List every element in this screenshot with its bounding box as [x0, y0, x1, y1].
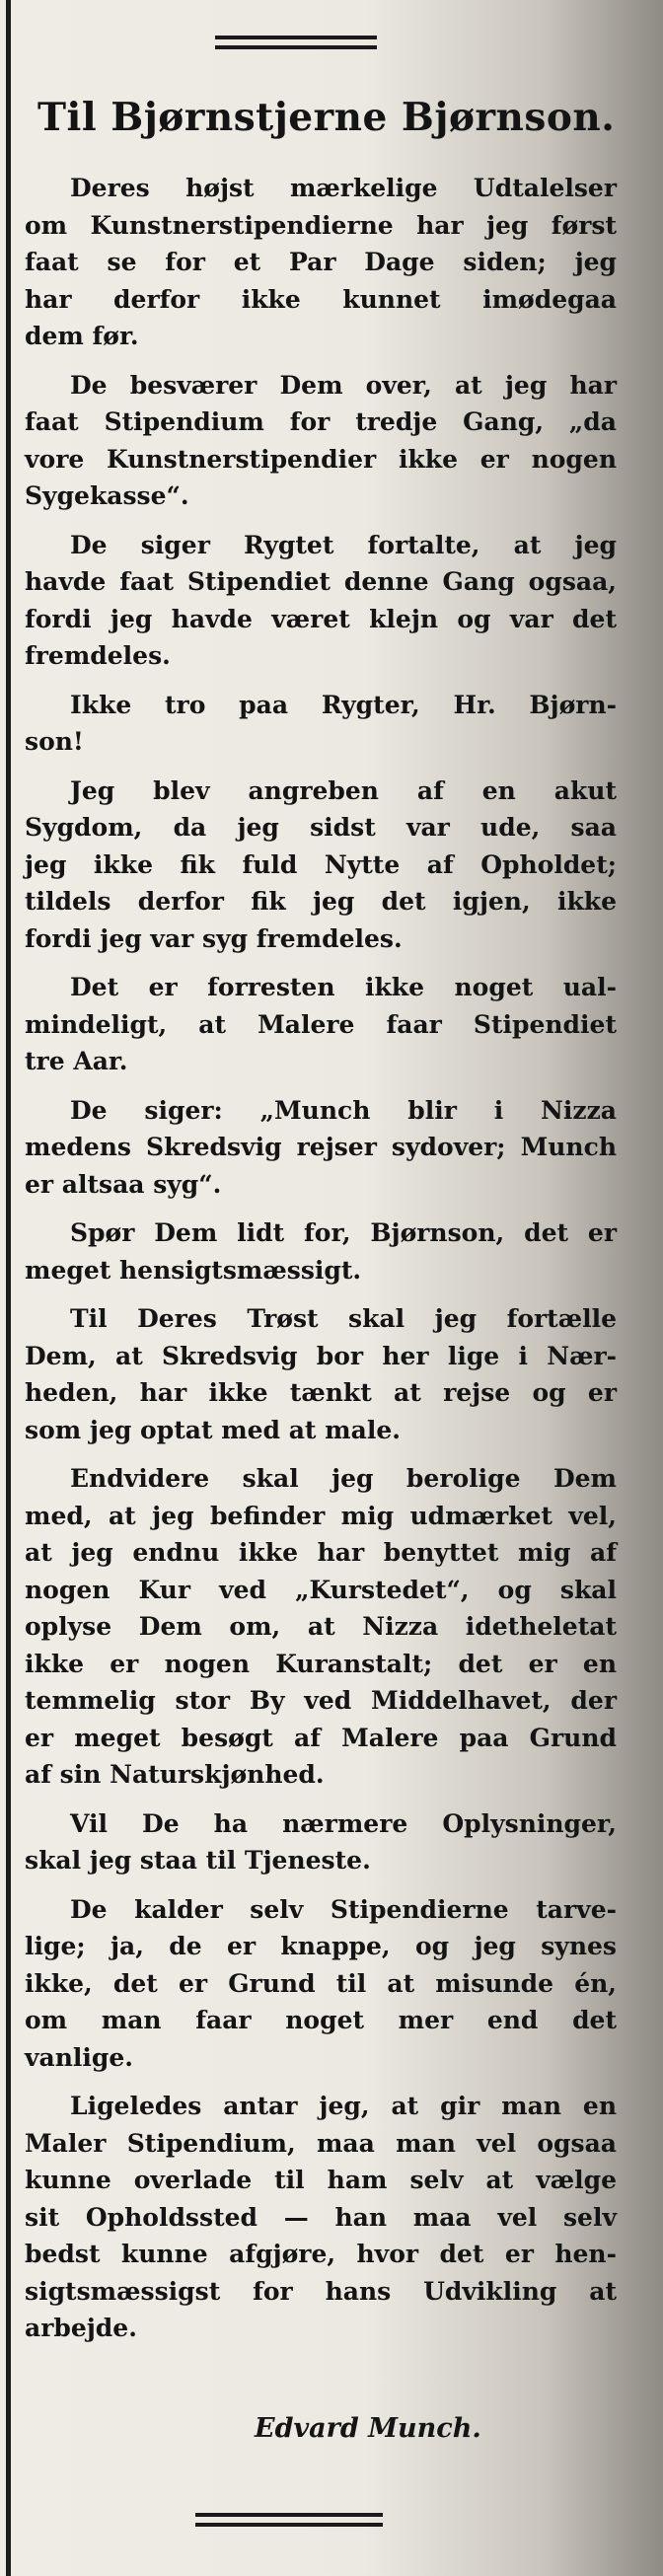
text-line: skal jeg staa til Tjeneste. [25, 1846, 371, 1875]
text-line: vore Kunstnerstipendier ikke er nogen [25, 444, 617, 474]
text-line: er meget besøgt af Malere paa Grund [25, 1723, 617, 1752]
text-line: Jeg blev angreben af en akut [70, 775, 617, 805]
text-line: faat se for et Par Dage siden; jeg [25, 248, 617, 276]
text-line: bedst kunne afgjøre, hvor det er hen- [25, 2240, 617, 2268]
text-line: mindeligt, at Malere faar Stipendiet [25, 1009, 617, 1039]
text-line: kunne overlade til ham selv at vælge [25, 2166, 617, 2194]
article-paragraph [25, 1092, 617, 1204]
text-line: jeg ikke fik fuld Nytte af Opholdet; [25, 849, 617, 879]
text-line: De siger: „Munch blir i Nizza [70, 1095, 617, 1125]
text-line: tildels derfor fik jeg det igjen, ikke [25, 887, 617, 916]
text-line: De kalder selv Stipendierne tarve- [70, 1894, 617, 1924]
article-paragraph [25, 969, 617, 1080]
text-line: om Kunstnerstipendierne har jeg først [25, 210, 617, 240]
text-line: Sygekasse“. [25, 481, 189, 510]
article-paragraph [25, 1891, 617, 2077]
text-line: arbejde. [25, 2314, 137, 2342]
text-line: tre Aar. [25, 1047, 128, 1075]
article-paragraph [25, 1214, 617, 1288]
text-line: Sygdom, da jeg sidst var ude, saa [25, 813, 617, 842]
text-line: meget hensigtsmæssigt. [25, 1255, 362, 1285]
article-paragraph [25, 1460, 617, 1794]
article-paragraph [25, 1300, 617, 1448]
text-line: har derfor ikke kunnet imødegaa [25, 284, 617, 314]
top-double-rule [215, 36, 377, 49]
column-divider [6, 0, 11, 2576]
article-paragraph [25, 773, 617, 958]
text-line: Endvidere skal jeg berolige Dem [70, 1464, 617, 1493]
text-line: oplyse Dem om, at Nizza idetheletat [25, 1612, 617, 1641]
text-line: Vil De ha nærmere Oplysninger, [70, 1808, 617, 1838]
text-line: sigtsmæssigst for hans Udvikling at [25, 2276, 617, 2306]
text-line: De siger Rygtet fortalte, at jeg [70, 530, 617, 559]
bottom-double-rule [195, 2513, 383, 2527]
text-line: havde faat Stipendiet denne Gang ogsaa, [25, 567, 617, 596]
text-line: Ligeledes antar jeg, at gir man en [70, 2092, 617, 2120]
text-line: fremdeles. [25, 641, 171, 670]
text-line: medens Skredsvig rejser sydover; Munch [25, 1133, 617, 1161]
text-line: heden, har ikke tænkt at rejse og er [25, 1378, 617, 1407]
text-line: Til Deres Trøst skal jeg fortælle [70, 1304, 617, 1333]
article-paragraph [25, 2088, 617, 2347]
text-line: af sin Naturskjønhed. [25, 1760, 325, 1789]
article-paragraph [25, 1805, 617, 1879]
text-line: Ikke tro paa Rygter, Hr. Bjørn- [70, 690, 617, 719]
article-paragraph [25, 687, 617, 761]
text-line: som jeg optat med at male. [25, 1415, 401, 1444]
text-line: med, at jeg befinder mig udmærket vel, [25, 1501, 617, 1530]
text-line: ikke er nogen Kuranstalt; det er en [25, 1649, 617, 1678]
article-paragraph [25, 527, 617, 675]
text-line: fordi jeg var syg fremdeles. [25, 923, 403, 953]
text-line: dem før. [25, 322, 139, 350]
text-line: faat Stipendium for tredje Gang, „da [25, 407, 617, 436]
text-line: at jeg endnu ikke har benyttet mig af [25, 1538, 617, 1567]
text-line: vanlige. [25, 2042, 133, 2072]
article-body [25, 170, 617, 2359]
article-paragraph [25, 367, 617, 515]
text-line: nogen Kur ved „Kurstedet“, og skal [25, 1575, 617, 1604]
text-line: temmelig stor By ved Middelhavet, der [25, 1686, 617, 1715]
text-line: Dem, at Skredsvig bor her lige i Nær- [25, 1341, 617, 1370]
article-headline: Til Bjørnstjerne Bjørnson. [37, 95, 616, 140]
article-paragraph [25, 170, 617, 355]
text-line: sit Opholdssted — han maa vel selv [25, 2202, 617, 2232]
text-line: Spør Dem lidt for, Bjørnson, det er [70, 1218, 617, 1247]
text-line: son! [25, 727, 84, 756]
text-line: om man faar noget mer end det [25, 2006, 617, 2034]
text-line: ikke, det er Grund til at misunde én, [25, 1968, 617, 1998]
text-line: Maler Stipendium, maa man vel ogsaa [25, 2128, 617, 2158]
text-line: fordi jeg havde været klejn og var det [25, 604, 617, 633]
text-line: lige; ja, de er knappe, og jeg synes [25, 1932, 617, 1960]
text-line: Deres højst mærkelige Udtalelser [70, 174, 617, 202]
text-line: De besværer Dem over, at jeg har [70, 370, 617, 400]
text-line: er altsaa syg“. [25, 1169, 222, 1199]
text-line: Det er forresten ikke noget ual- [70, 973, 617, 1001]
author-signature: Edvard Munch. [255, 2413, 481, 2444]
